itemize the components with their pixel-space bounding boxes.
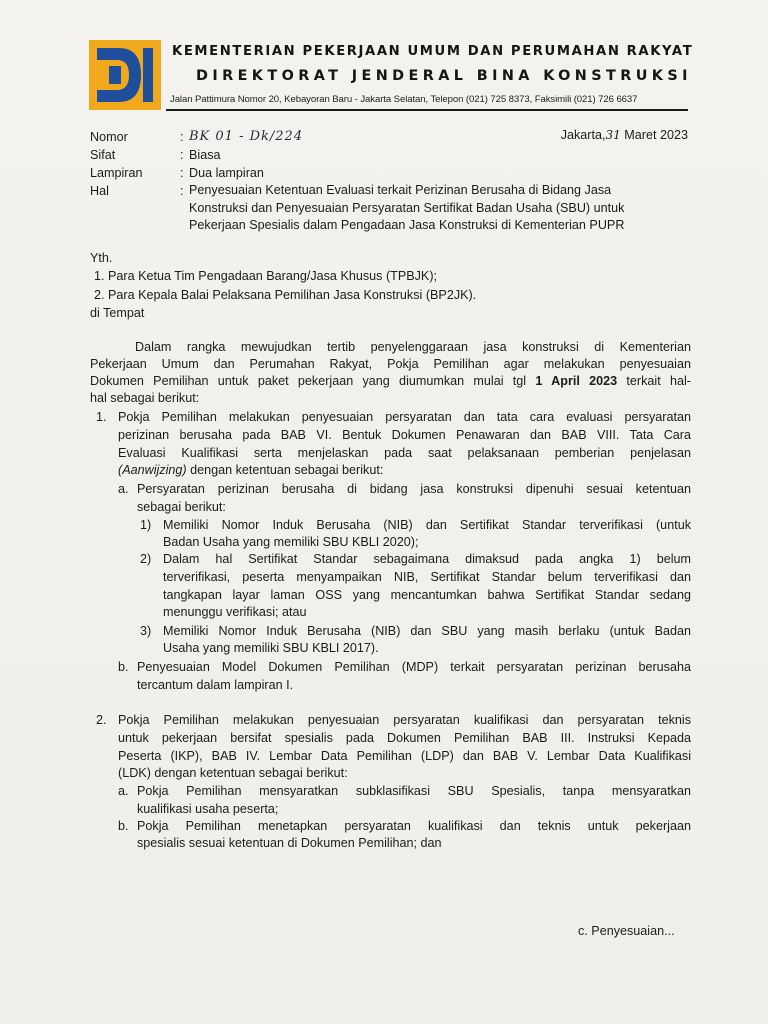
point1a2-line: tangkapan layar laman OSS yang mencantumkan bahwa Sertifikat Standar sedang	[163, 588, 691, 602]
sifat-value: Biasa	[189, 148, 221, 162]
point1a2-line: menunggu verifikasi; atau	[163, 605, 307, 619]
colon: :	[180, 130, 184, 144]
salutation: Yth.	[90, 251, 113, 265]
point-number: 1.	[96, 410, 107, 424]
addressee-place: di Tempat	[90, 306, 145, 320]
lampiran-label: Lampiran	[90, 166, 143, 180]
point1b-line: tercantum dalam lampiran I.	[137, 678, 294, 692]
effective-date: 1 April 2023	[535, 374, 618, 388]
subject-line: Pekerjaan Spesialis dalam Pengadaan Jasa Konstruksi di Kementerian PUPR	[189, 218, 625, 232]
nomor-value: BK 01 - Dk/224	[189, 129, 304, 144]
intro-line: Dokumen Pemilihan untuk paket pekerjaan yang diumumkan mulai tgl 1 April 2023 terkait hal-	[90, 374, 691, 388]
point1a2-line: terverifikasi, peserta menyampaikan NIB, Sertifikat Standar belum terverifikasi dan	[163, 570, 691, 584]
point2a-line: Pokja Pemilihan mensyaratkan subklasifikasi SBU Spesialis, tanpa mensyaratkan	[137, 784, 691, 798]
sub-number: 1)	[140, 518, 152, 532]
subject-text	[189, 182, 624, 235]
colon: :	[180, 184, 184, 198]
date-day: 31	[605, 128, 621, 142]
colon: :	[180, 148, 184, 162]
point2-line: Pokja Pemilihan melakukan penyesuaian persyaratan kualifikasi dan persyaratan teknis	[118, 713, 691, 727]
hal-label: Hal	[90, 184, 109, 198]
subject-line: Penyesuaian Ketentuan Evaluasi terkait Perizinan Berusaha di Bidang Jasa	[189, 183, 612, 197]
point1-line: perizinan berusaha pada BAB VI. Bentuk Dokumen Penawaran dan BAB VIII. Tata Cara	[118, 428, 691, 442]
addressee-item: 1. Para Ketua Tim Pengadaan Barang/Jasa Khusus (TPBJK);	[94, 269, 438, 283]
date-month-year: Maret 2023	[624, 128, 688, 142]
sub-letter: a.	[118, 482, 129, 496]
point1-line: Pokja Pemilihan melakukan penyesuaian persyaratan dan tata cara evaluasi persyaratan	[118, 410, 691, 424]
sifat-label: Sifat	[90, 148, 116, 162]
point1a2-line: Dalam hal Sertifikat Standar sebagaimana dimaksud pada angka 1) belum	[163, 552, 691, 566]
sub-letter: a.	[118, 784, 129, 798]
continuation-marker: c. Penyesuaian...	[578, 924, 675, 938]
point-number: 2.	[96, 713, 107, 727]
intro-line: hal sebagai berikut:	[90, 391, 200, 405]
ministry-name: KEMENTERIAN PEKERJAAN UMUM DAN PERUMAHAN RAKYAT	[172, 44, 694, 59]
point1-line: (Aanwijzing) dengan ketentuan sebagai berikut:	[118, 463, 384, 477]
point2-line: (LDK) dengan ketentuan sebagai berikut:	[118, 766, 348, 780]
point1-line: Evaluasi Kualifikasi serta menjelaskan pada saat pelaksanaan pemberian penjelasan	[118, 446, 691, 460]
letter-date	[561, 128, 688, 142]
date-city: Jakarta,	[560, 128, 606, 142]
point2b-line: Pokja Pemilihan menetapkan persyaratan kualifikasi dan teknis untuk pekerjaan	[137, 819, 691, 833]
point2a-line: kualifikasi usaha peserta;	[137, 802, 279, 816]
colon: :	[180, 166, 184, 180]
directorate-name: DIREKTORAT JENDERAL BINA KONSTRUKSI	[196, 68, 692, 84]
point2b-line: spesialis sesuai ketentuan di Dokumen Pemilihan; dan	[137, 836, 442, 850]
nomor-label: Nomor	[90, 130, 128, 144]
addressee-item: 2. Para Kepala Balai Pelaksana Pemilihan Jasa Konstruksi (BP2JK).	[94, 288, 477, 302]
point1a3-line: Memiliki Nomor Induk Berusaha (NIB) dan SBU yang masih berlaku (untuk Badan	[163, 624, 691, 638]
letterhead-divider	[166, 109, 688, 111]
office-address: Jalan Pattimura Nomor 20, Kebayoran Baru - Jakarta Selatan, Telepon (021) 725 8373, Faksimili (021) 726 6637	[170, 94, 638, 105]
sub-letter: b.	[118, 660, 129, 674]
point1a-line: Persyaratan perizinan berusaha di bidang jasa konstruksi dipenuhi sesuai ketentuan	[137, 482, 691, 496]
point1b-line: Penyesuaian Model Dokumen Pemilihan (MDP) terkait persyaratan perizinan berusaha	[137, 660, 691, 674]
point2-line: Peserta (IKP), BAB IV. Lembar Data Pemilihan (LDP) dan BAB V. Lembar Data Kualifikasi	[118, 749, 691, 763]
sub-number: 3)	[140, 624, 152, 638]
subject-line: Konstruksi dan Penyesuaian Persyaratan Sertifikat Badan Usaha (SBU) untuk	[189, 200, 625, 215]
point1a-line: sebagai berikut:	[137, 500, 226, 514]
pupr-logo	[89, 40, 161, 110]
sub-number: 2)	[140, 552, 152, 566]
lampiran-value: Dua lampiran	[189, 166, 264, 180]
intro-line: Pekerjaan Umum dan Perumahan Rakyat, Pokja Pemilihan agar melakukan penyesuaian	[90, 357, 691, 371]
point1a1-line: Badan Usaha yang memiliki SBU KBLI 2020);	[163, 535, 419, 549]
point2-line: untuk pekerjaan bersifat spesialis pada Dokumen Pemilihan BAB III. Instruksi Kepada	[118, 731, 691, 745]
point1a1-line: Memiliki Nomor Induk Berusaha (NIB) dan Sertifikat Standar terverifikasi (untuk	[163, 518, 691, 532]
sub-letter: b.	[118, 819, 129, 833]
point1a3-line: Usaha yang memiliki SBU KBLI 2017).	[163, 641, 379, 655]
intro-line: Dalam rangka mewujudkan tertib penyelenggaraan jasa konstruksi di Kementerian	[135, 340, 691, 354]
